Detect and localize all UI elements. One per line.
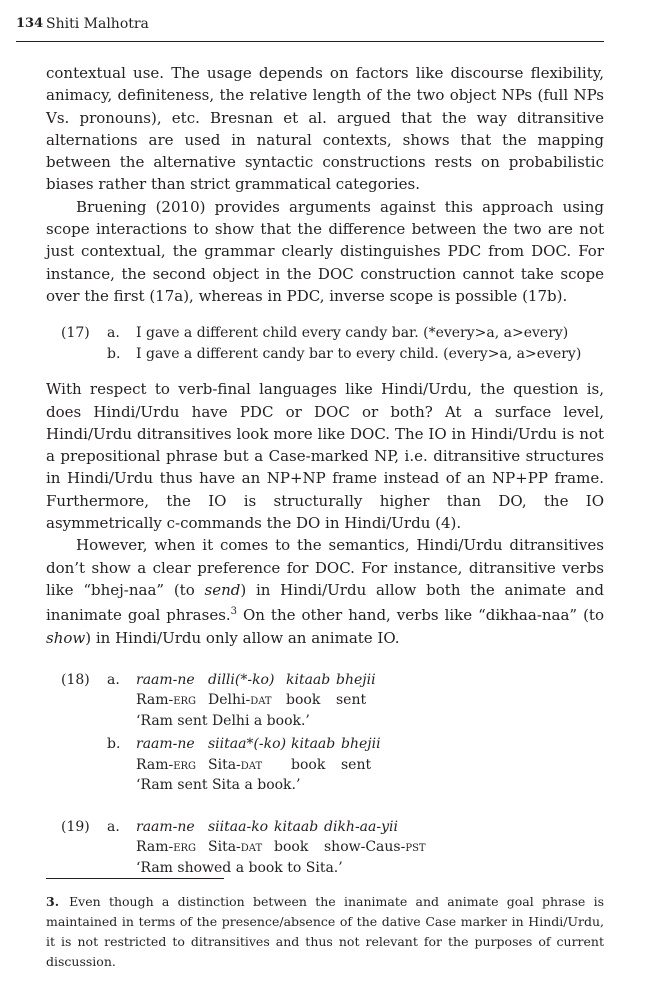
object-word: kitaab <box>274 818 319 835</box>
footnote-marker: 3 <box>230 606 238 618</box>
example-sentence: I gave a different candy bar to every child. (every>a, a>every) <box>136 345 582 362</box>
free-translation: ‘Ram sent Sita a book.’ <box>136 777 301 794</box>
example-sentence: I gave a different child every candy bar. (*every>a, a>every) <box>136 325 569 342</box>
gloss-word: Ram-erg <box>136 756 197 773</box>
object-word: siitaa*(-ko) <box>208 736 287 753</box>
object-word: bhejii <box>341 736 381 753</box>
gloss-word: Sita-dat <box>208 839 263 856</box>
example-letter: a. <box>107 325 120 342</box>
emphasis: show <box>46 628 86 647</box>
paragraph-3: With respect to verb-final languages like Hindi/Urdu, the question is, does Hindi/Urdu have PDC or DOC or both? At a surface level, Hindi/Urdu ditransitives look more like DOC. The IO in Hindi/Urdu is not a prepositional phrase but a Case-marked NP, i.e. ditransitive structures in Hindi/Urdu thus have an NP+NP frame instead of an NP+PP frame. Furthermore, the IO is structurally higher than DO, the IO asymmetrically c-commands the DO in Hindi/Urdu (4). <box>46 380 604 533</box>
paragraph-4: However, when it comes to the semantics, Hindi/Urdu ditransitives don’t show a clear preference for DOC. For instance, ditransitive verbs like “bhej-naa” (to send) in Hindi/Urdu allow both the animate and inanimate goal phrases.$^3$ On the other hand, verbs like “dikhaa-naa” (to show) in Hindi/Urdu only allow an animate IO. <box>46 536 604 647</box>
object-word: kitaab <box>286 671 331 688</box>
object-word: dikh-aa-yii <box>324 818 398 835</box>
example-18 <box>46 670 604 796</box>
example-number: (17) <box>61 325 90 342</box>
gloss-word: show-Caus-pst <box>324 839 426 856</box>
object-word: raam-ne <box>136 736 195 753</box>
example-letter: a. <box>107 818 120 835</box>
object-word: kitaab <box>291 736 336 753</box>
gloss-word: Ram-erg <box>136 839 197 856</box>
example-number: (18) <box>61 671 90 688</box>
gloss-word: sent <box>336 692 367 709</box>
example-letter: b. <box>107 736 121 753</box>
example-number: (19) <box>61 818 90 835</box>
object-word: dilli(*-ko) <box>208 671 275 688</box>
main-text <box>46 62 604 878</box>
footnote-number: 3. <box>46 894 60 909</box>
gloss-word: sent <box>341 756 372 773</box>
footnote-3 <box>46 892 604 972</box>
gloss-word: book <box>286 692 321 709</box>
free-translation: ‘Ram showed a book to Sita.’ <box>136 859 343 876</box>
object-word: raam-ne <box>136 818 195 835</box>
running-head-author: Shiti Malhotra <box>46 16 149 32</box>
paragraph-1: contextual use. The usage depends on factors like discourse flexibility, animacy, definiteness, the relative length of the two object NPs (full NPs Vs. pronouns), etc. Bresnan et al. argued that the way ditransitive alternations are used in natural contexts, shows that the mapping between the alternative syntactic constructions rests on probabilistic biases rather than strict grammatical categories. <box>46 64 604 194</box>
running-header <box>16 15 604 42</box>
emphasis: send <box>204 580 241 599</box>
footnote-text: Even though a distinction between the inanimate and animate goal phrase is maintained in terms of the presence/absence of the dative Case marker in Hindi/Urdu, it is not restricted to ditransitives and thus not relevant for the purposes of current discussion. <box>46 894 604 969</box>
gloss-word: book <box>291 756 326 773</box>
free-translation: ‘Ram sent Delhi a book.’ <box>136 712 310 729</box>
gloss-word: book <box>274 839 309 856</box>
gloss-word: Delhi-dat <box>208 692 272 709</box>
object-word: bhejii <box>336 671 376 688</box>
paragraph-2: Bruening (2010) provides arguments against this approach using scope interactions to show that the difference between the two are not just contextual, the grammar clearly distinguishes PDC from DOC. For instance, the second object in the DOC construction cannot take scope over the first (17a), whereas in PDC, inverse scope is possible (17b). <box>46 197 604 305</box>
footnote-separator <box>46 878 224 879</box>
page-number: 134 <box>16 16 44 31</box>
example-letter: a. <box>107 671 120 688</box>
example-letter: b. <box>107 345 121 362</box>
example-17 <box>46 323 604 364</box>
object-word: raam-ne <box>136 671 195 688</box>
gloss-word: Ram-erg <box>136 692 197 709</box>
gloss-word: Sita-dat <box>208 756 263 773</box>
object-word: siitaa-ko <box>208 818 269 835</box>
example-19 <box>46 817 604 879</box>
